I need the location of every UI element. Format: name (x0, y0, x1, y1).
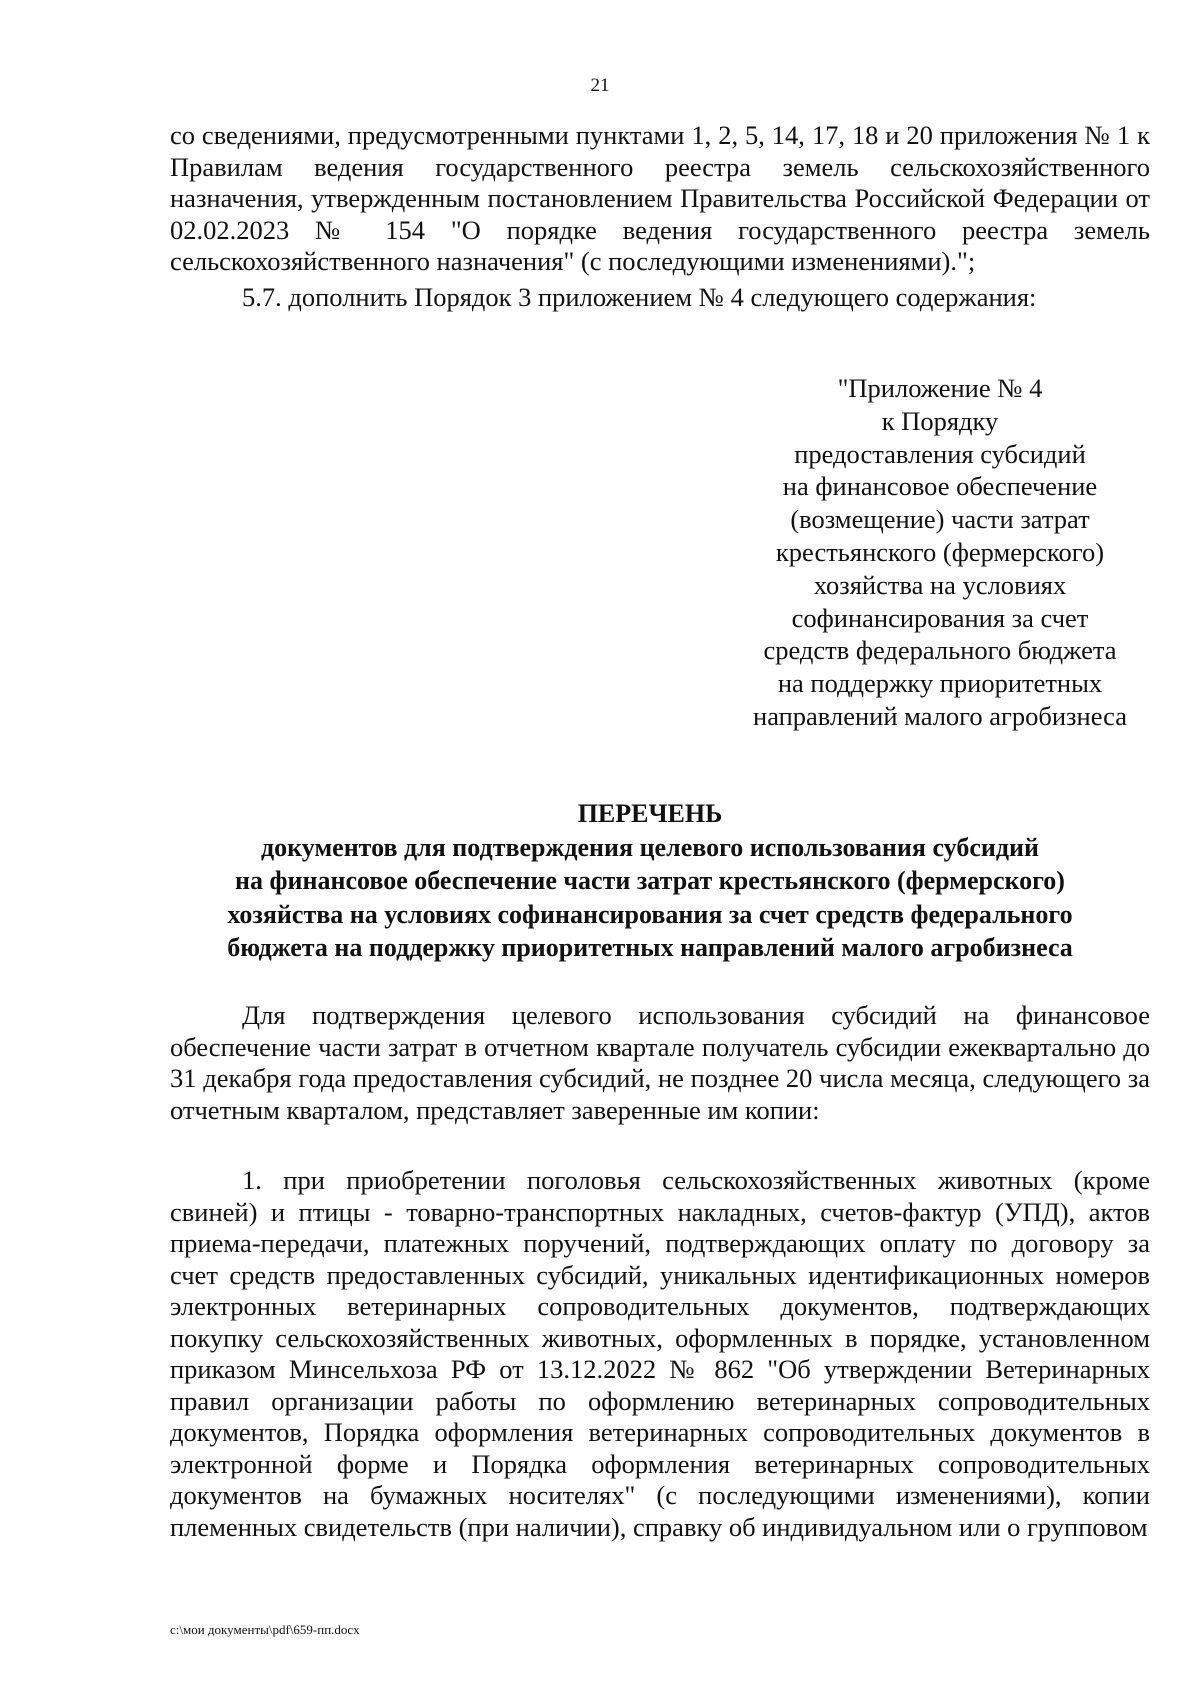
page-number: 21 (590, 75, 610, 96)
footer-file-path: c:\мои документы\pdf\659-пп.docx (170, 1622, 360, 1637)
appendix-header (720, 372, 1160, 733)
appendix-line: хозяйства на условиях (813, 569, 1067, 600)
appendix-line: софинансирования за счет (791, 602, 1089, 633)
heading-subtitle-line: документов для подтверждения целевого использования субсидий (261, 832, 1039, 862)
heading-title: ПЕРЕЧЕНЬ (577, 799, 723, 828)
body-paragraph-2 (170, 1165, 1150, 1543)
item-5-7-paragraph (170, 282, 1150, 314)
item-5-7-text: 5.7. дополнить Порядок 3 приложением № 4 следующего содержания: (242, 282, 1037, 312)
appendix-line: (возмещение) части затрат (790, 504, 1090, 535)
body-paragraph-1 (170, 1000, 1150, 1126)
appendix-line: на поддержку приоритетных (777, 668, 1103, 699)
paragraph-1-text: Для подтверждения целевого использования субсидий на финансовое обеспечение части затрат в отчетном квартале получатель субсидии ежеквартально до 31 декабря года предоставления субсидий, не позднее 20 числа месяца, следующего за отчетным кварталом, представляет заверенные им копии: (170, 1000, 1150, 1125)
appendix-line: на финансовое обеспечение (782, 471, 1098, 502)
appendix-line: "Приложение № 4 (837, 373, 1043, 403)
heading-subtitle-line: бюджета на поддержку приоритетных направлений малого агробизнеса (227, 933, 1073, 962)
paragraph-2-text: 1. при приобретении поголовья сельскохозяйственных животных (кроме свиней) и птицы - товарно-транспортных накладных, счетов-фактур (УПД), актов приема-передачи, платежных поручений, подтверждающих оплату по договору за счет средств предоставленных субсидий, уникальных идентификационных номеров электронных ветеринарных сопроводительных документов, подтверждающих покупку сельскохозяйственных животных, оформленных в порядке, установленном приказом Минсельхоза РФ от 13.12.2022 № 862 "Об утверждении Ветеринарных правил организации работы по оформлению ветеринарных сопроводительных документов, Порядка оформления ветеринарных сопроводительных документов в электронной форме и Порядка оформления ветеринарных сопроводительных документов на бумажных носителях" (с последующими изменениями), копии племенных свидетельств (при наличии), справку об индивидуальном или о групповом (170, 1165, 1150, 1542)
appendix-line: направлений малого агробизнеса (753, 700, 1127, 731)
intro-text: со сведениями, предусмотренными пунктами 1, 2, 5, 14, 17, 18 и 20 приложения № 1 к Правилам ведения государственного реестра земель сельскохозяйственного назначения, утвержденным постановлением Правительства Российской Федерации от 02.02.2023 № 154 "О порядке ведения государственного реестра земель сельскохозяйственного назначения" (с последующими изменениями)."; (170, 120, 1150, 276)
appendix-line: предоставления субсидий (794, 438, 1086, 469)
appendix-line: к Порядку (881, 405, 999, 436)
heading-subtitle-line: хозяйства на условиях софинансирования за счет средств федерального (227, 899, 1073, 929)
intro-paragraph (170, 120, 1150, 278)
heading-subtitle-line: на финансовое обеспечение части затрат крестьянского (фермерского) (235, 866, 1065, 895)
appendix-line: средств федерального бюджета (763, 635, 1117, 666)
document-heading (150, 797, 1150, 965)
appendix-line: крестьянского (фермерского) (775, 536, 1105, 567)
